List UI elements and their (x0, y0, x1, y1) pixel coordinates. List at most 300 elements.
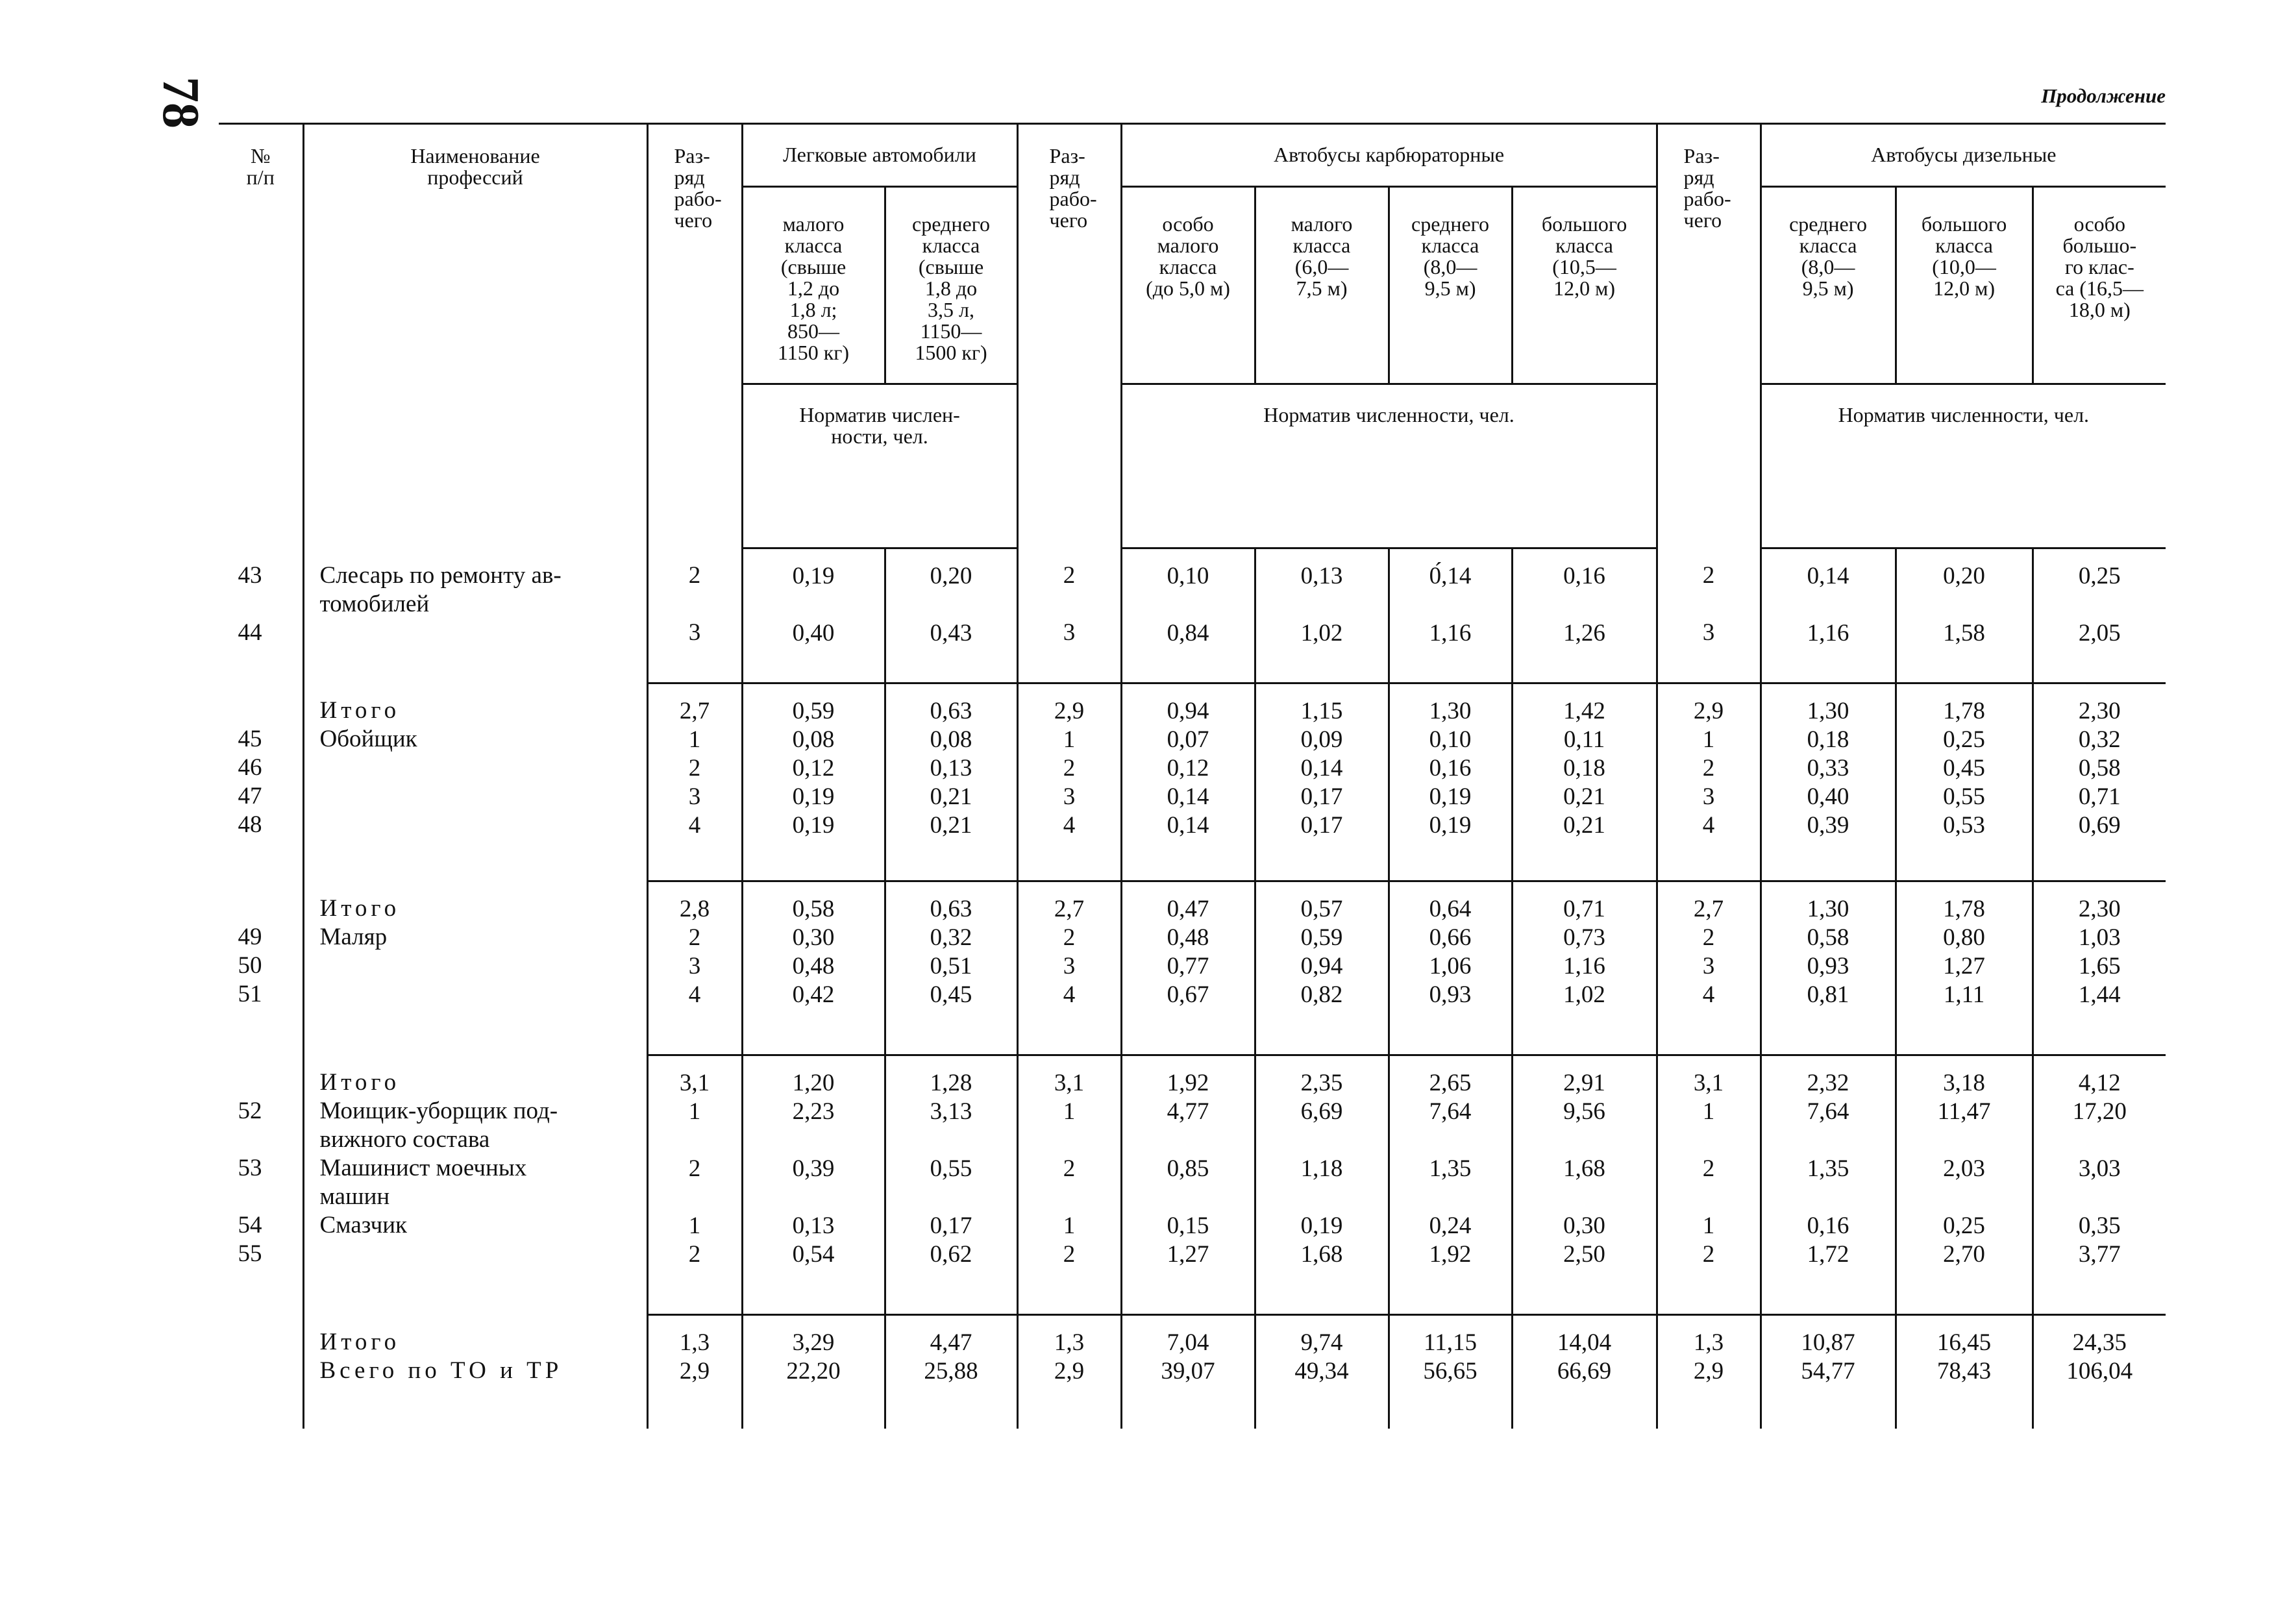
value-cell (1761, 1315, 1896, 1429)
value-cell (1121, 683, 1255, 881)
value: 2,9 (1054, 1358, 1085, 1384)
value-cell (1512, 1315, 1657, 1429)
value (649, 590, 741, 619)
value: 1,44 (2078, 981, 2121, 1008)
value: 1,30 (1807, 896, 1849, 922)
value: 4 (688, 981, 701, 1008)
header-diesel-group: Автобусы дизельные (1761, 124, 2166, 187)
header-carb-norm: Норматив численности, чел. (1121, 384, 1657, 548)
value (1762, 1183, 1895, 1212)
value: 2,35 (1300, 1070, 1343, 1096)
profession-cell (303, 1055, 647, 1315)
value: 0,82 (1300, 981, 1343, 1008)
value: 1,18 (1300, 1155, 1343, 1182)
value: 3,13 (930, 1098, 972, 1125)
value: 2 (1063, 1241, 1076, 1268)
value: 78,43 (1936, 1358, 1992, 1384)
value (649, 1183, 741, 1212)
header-carb-small: малого класса (6,0— 7,5 м) (1255, 187, 1389, 384)
value-cell (742, 881, 885, 1055)
value: 0,30 (792, 924, 835, 951)
header-diesel-extra-large: особо большо- го клас- са (16,5— 18,0 м) (2033, 187, 2166, 384)
value: 3 (688, 619, 701, 646)
value-cell (1512, 683, 1657, 881)
value: 0,20 (1943, 563, 1985, 589)
row-number: 49 (238, 923, 262, 950)
value: 0,55 (1943, 783, 1985, 810)
value: 2 (688, 924, 701, 951)
value: 0,14 (1807, 563, 1849, 589)
value: 0,08 (930, 726, 972, 753)
value-cell (1896, 683, 2033, 881)
value: 0,12 (1167, 755, 1209, 781)
value-cell (2033, 548, 2166, 683)
row-group (219, 1055, 2166, 1315)
value: 1,16 (1563, 953, 1605, 979)
value: 0,69 (2078, 812, 2121, 839)
value: 0,71 (1563, 896, 1605, 922)
value: 0,30 (1563, 1212, 1605, 1239)
value: 0,45 (1943, 755, 1985, 781)
profession-name (320, 619, 647, 647)
value: 0,48 (1167, 924, 1209, 951)
value: 0,13 (1300, 563, 1343, 589)
value: 0,40 (792, 620, 835, 646)
value: 0,55 (930, 1155, 972, 1182)
value: 0,57 (1300, 896, 1343, 922)
value: 4 (1702, 812, 1715, 839)
value: 0,17 (1300, 783, 1343, 810)
value: 1,11 (1943, 981, 1985, 1008)
value: 1,35 (1807, 1155, 1849, 1182)
value: 1,78 (1943, 896, 1985, 922)
row-number: 43 (238, 561, 262, 589)
value: 2 (1063, 561, 1076, 589)
value: 2,7 (1693, 896, 1724, 922)
value: 106,04 (2066, 1358, 2133, 1384)
value: 0,93 (1807, 953, 1849, 979)
value: 0,94 (1300, 953, 1343, 979)
header-diesel-norm: Норматив численности, чел. (1761, 384, 2166, 548)
value-cell (1017, 1315, 1121, 1429)
value-cell (647, 1055, 742, 1315)
value-cell (647, 1315, 742, 1429)
value (1256, 1126, 1388, 1155)
value: 7,64 (1807, 1098, 1849, 1125)
value-cell (1512, 548, 1657, 683)
value: 0,20 (930, 563, 972, 589)
value: 2,9 (1693, 1358, 1724, 1384)
profession-cell (303, 548, 647, 683)
value: 1,35 (1429, 1155, 1472, 1182)
value: 4 (688, 812, 701, 839)
value-cell (1121, 881, 1255, 1055)
row-number: 44 (238, 619, 262, 646)
row-number (219, 590, 262, 619)
header-carb-large: большого класса (10,5— 12,0 м) (1512, 187, 1657, 384)
header-no: № п/п (219, 124, 303, 548)
value (1256, 1183, 1388, 1212)
value: 0,10 (1167, 563, 1209, 589)
value (886, 1126, 1017, 1155)
value: 3,18 (1943, 1070, 1985, 1096)
value (1019, 590, 1120, 619)
value: 0,19 (792, 563, 835, 589)
value: 1 (1063, 726, 1076, 753)
value-cell (1389, 548, 1512, 683)
profession-name (320, 980, 647, 1009)
value: 3 (1063, 783, 1076, 810)
value: 3,03 (2078, 1155, 2121, 1182)
header-profession: Наименование профессий (303, 124, 647, 548)
profession-name (320, 754, 647, 782)
value: 11,47 (1937, 1098, 1991, 1125)
value (886, 591, 1017, 619)
profession-name: Маляр (319, 923, 388, 950)
value: 49,34 (1294, 1358, 1349, 1384)
value: 1 (1063, 1212, 1076, 1239)
value-cell (885, 548, 1017, 683)
value: 2,91 (1563, 1070, 1605, 1096)
value: 0,84 (1167, 620, 1209, 646)
value: 1,3 (1693, 1329, 1724, 1356)
header-cars-small: малого класса (свыше 1,2 до 1,8 л; 850— 1150 кг) (742, 187, 885, 384)
value (1256, 591, 1388, 619)
value: 0,66 (1429, 924, 1472, 951)
value: 1,03 (2078, 924, 2121, 951)
value-cell (647, 683, 742, 881)
value: 3 (688, 953, 701, 979)
value: 3 (1702, 619, 1715, 646)
value: 4 (1702, 981, 1715, 1008)
value: 1,16 (1807, 620, 1849, 646)
value: 2 (688, 561, 701, 589)
profession-name-continued: томобилей (319, 590, 430, 617)
value: 0,17 (1300, 812, 1343, 839)
value: 6,69 (1300, 1098, 1343, 1125)
value-cell (647, 548, 742, 683)
value: 1,58 (1943, 620, 1985, 646)
value (1762, 591, 1895, 619)
value-cell (742, 548, 885, 683)
value (1513, 591, 1656, 619)
value-cell (1657, 548, 1761, 683)
value: 3,77 (2078, 1241, 2121, 1268)
value: 2,03 (1943, 1155, 1985, 1182)
value: 3 (1702, 783, 1715, 810)
header-diesel-medium: среднего класса (8,0— 9,5 м) (1761, 187, 1896, 384)
row-number (219, 894, 262, 923)
value: 0,14 (1300, 755, 1343, 781)
total-label: Всего по ТО и ТР (319, 1357, 563, 1384)
value: 2 (688, 1241, 701, 1268)
row-number-cell (219, 683, 303, 881)
value: 1,92 (1429, 1241, 1472, 1268)
value: 2,7 (1054, 896, 1085, 922)
value: 1 (688, 1098, 701, 1125)
value: 1 (1702, 1098, 1715, 1125)
value: 14,04 (1557, 1329, 1612, 1356)
row-group (219, 683, 2166, 881)
value: 0,13 (930, 755, 972, 781)
row-number (219, 1328, 262, 1357)
value: 0,21 (1563, 812, 1605, 839)
profession-name (320, 952, 647, 980)
value: 16,45 (1936, 1329, 1992, 1356)
value: 56,65 (1423, 1358, 1477, 1384)
value (1390, 1183, 1511, 1212)
value: 0,47 (1167, 896, 1209, 922)
value: 0,51 (930, 953, 972, 979)
value (1019, 1126, 1120, 1155)
value-cell (885, 683, 1017, 881)
value: 25,88 (924, 1358, 978, 1384)
header-rank-diesel: Раз- ряд рабо- чего (1657, 124, 1761, 548)
value: 0,93 (1429, 981, 1472, 1008)
value: 4,77 (1167, 1098, 1209, 1125)
header-diesel-large: большого класса (10,0— 12,0 м) (1896, 187, 2033, 384)
value: 1,3 (679, 1329, 710, 1356)
staffing-norms-table (219, 123, 2166, 1429)
value-cell (1017, 1055, 1121, 1315)
value: 0,15 (1167, 1212, 1209, 1239)
value: 0,39 (1807, 812, 1849, 839)
value (1897, 1183, 2032, 1212)
value: 2,9 (679, 1358, 710, 1384)
row-number-cell (219, 1055, 303, 1315)
value-cell (742, 1055, 885, 1315)
value: 0,63 (930, 896, 972, 922)
value: 0,21 (930, 812, 972, 839)
header-cars-group: Легковые автомобили (742, 124, 1017, 187)
value: 0,35 (2078, 1212, 2121, 1239)
value: 9,74 (1300, 1329, 1343, 1356)
value: 1,42 (1563, 698, 1605, 724)
header-rank-carb: Раз- ряд рабо- чего (1017, 124, 1121, 548)
value: 66,69 (1557, 1358, 1612, 1384)
value: 0,67 (1167, 981, 1209, 1008)
value (886, 1183, 1017, 1212)
value: 1,72 (1807, 1241, 1849, 1268)
value (1897, 1126, 2032, 1155)
value (1513, 1126, 1656, 1155)
profession-name: Машинист моечных (319, 1154, 527, 1181)
value: 1,30 (1429, 698, 1472, 724)
row-number-cell (219, 881, 303, 1055)
value (2034, 1126, 2166, 1155)
value-cell (1017, 683, 1121, 881)
value: 0,62 (930, 1241, 972, 1268)
value: 2,70 (1943, 1241, 1985, 1268)
value-cell (1389, 881, 1512, 1055)
value-cell (1017, 548, 1121, 683)
value: 3,1 (1054, 1070, 1085, 1096)
value: 0,13 (792, 1212, 835, 1239)
value: 0,17 (930, 1212, 972, 1239)
value: 1,15 (1300, 698, 1343, 724)
value: 0,94 (1167, 698, 1209, 724)
row-group (219, 881, 2166, 1055)
value: 0,18 (1807, 726, 1849, 753)
value: 0,58 (1807, 924, 1849, 951)
value: 0́,14 (1429, 563, 1472, 589)
value: 1 (688, 1212, 701, 1239)
value: 0,19 (792, 783, 835, 810)
value: 2,50 (1563, 1241, 1605, 1268)
value: 1,02 (1300, 620, 1343, 646)
value: 1,30 (1807, 698, 1849, 724)
profession-cell (303, 683, 647, 881)
value: 0,16 (1429, 755, 1472, 781)
row-number (219, 1126, 262, 1154)
value: 3,29 (792, 1329, 835, 1356)
row-group (219, 548, 2166, 683)
value: 2,30 (2078, 896, 2121, 922)
value-cell (1896, 1315, 2033, 1429)
value: 3,1 (1693, 1070, 1724, 1096)
value-cell (1121, 548, 1255, 683)
row-number: 45 (238, 725, 262, 752)
total-label: Итого (319, 1068, 401, 1096)
value: 0,21 (1563, 783, 1605, 810)
value-cell (885, 1055, 1017, 1315)
value (743, 1183, 884, 1212)
value-cell (1896, 548, 2033, 683)
value: 0,18 (1563, 755, 1605, 781)
header-cars-norm: Норматив числен- ности, чел. (742, 384, 1017, 548)
value: 0,80 (1943, 924, 1985, 951)
value-cell (647, 881, 742, 1055)
value (1658, 590, 1760, 619)
value: 2,9 (1693, 698, 1724, 724)
value-cell (1761, 548, 1896, 683)
value: 22,20 (786, 1358, 841, 1384)
value: 1,92 (1167, 1070, 1209, 1096)
value: 2,65 (1429, 1070, 1472, 1096)
value: 0,45 (930, 981, 972, 1008)
value: 1,68 (1563, 1155, 1605, 1182)
value: 1,26 (1563, 620, 1605, 646)
value: 3 (688, 783, 701, 810)
value (743, 591, 884, 619)
value (2034, 1183, 2166, 1212)
value: 2,7 (679, 698, 710, 724)
value: 0,77 (1167, 953, 1209, 979)
value-cell (742, 1315, 885, 1429)
value: 0,11 (1563, 726, 1605, 753)
value: 0,59 (792, 698, 835, 724)
value: 11,15 (1424, 1329, 1477, 1356)
value-cell (1657, 1055, 1761, 1315)
value: 0,85 (1167, 1155, 1209, 1182)
value: 1,06 (1429, 953, 1472, 979)
value: 0,40 (1807, 783, 1849, 810)
value: 2,9 (1054, 698, 1085, 724)
value: 0,64 (1429, 896, 1472, 922)
value-cell (1512, 1055, 1657, 1315)
value: 3 (1063, 953, 1076, 979)
value-cell (885, 1315, 1017, 1429)
value-cell (1761, 881, 1896, 1055)
value: 2,8 (679, 896, 710, 922)
profession-name: Слесарь по ремонту ав- (319, 561, 562, 589)
value: 2,05 (2078, 620, 2121, 646)
total-label: Итого (319, 1328, 401, 1355)
total-label: Итого (319, 894, 401, 922)
value: 3 (1702, 953, 1715, 979)
value: 0,14 (1167, 783, 1209, 810)
value-cell (1121, 1055, 1255, 1315)
value-cell (1657, 683, 1761, 881)
value: 1,27 (1943, 953, 1985, 979)
value-cell (1121, 1315, 1255, 1429)
profession-name (320, 782, 647, 811)
value-cell (1255, 881, 1389, 1055)
profession-name: Смазчик (319, 1211, 408, 1238)
value: 7,64 (1429, 1098, 1472, 1125)
value (1762, 1126, 1895, 1155)
value: 1,20 (792, 1070, 835, 1096)
value: 0,58 (792, 896, 835, 922)
profession-cell (303, 881, 647, 1055)
row-number: 55 (238, 1240, 262, 1267)
value (1390, 591, 1511, 619)
header-cars-medium: среднего класса (свыше 1,8 до 3,5 л, 1150— 1500 кг) (885, 187, 1017, 384)
value: 17,20 (2072, 1098, 2127, 1125)
value: 54,77 (1801, 1358, 1855, 1384)
value: 0,24 (1429, 1212, 1472, 1239)
value (1122, 1126, 1254, 1155)
value (1390, 1126, 1511, 1155)
header-rank-cars: Раз- ряд рабо- чего (647, 124, 742, 548)
profession-name-continued: вижного состава (319, 1126, 490, 1153)
value: 0,08 (792, 726, 835, 753)
value: 1,65 (2078, 953, 2121, 979)
value: 2 (1063, 1155, 1076, 1182)
value: 3 (1063, 619, 1076, 646)
value-cell (1761, 683, 1896, 881)
value: 0,53 (1943, 812, 1985, 839)
value: 2 (1702, 1155, 1715, 1182)
value: 0,25 (1943, 726, 1985, 753)
value: 0,21 (930, 783, 972, 810)
value: 0,39 (792, 1155, 835, 1182)
row-number: 48 (238, 811, 262, 838)
value-cell (1255, 683, 1389, 881)
value: 2 (688, 1155, 701, 1182)
value: 0,43 (930, 620, 972, 646)
value-cell (1896, 881, 2033, 1055)
value: 4,12 (2078, 1070, 2121, 1096)
value (649, 1126, 741, 1155)
value: 39,07 (1161, 1358, 1215, 1384)
value: 0,19 (1429, 783, 1472, 810)
value: 2 (688, 755, 701, 781)
value-cell (1761, 1055, 1896, 1315)
value: 1,16 (1429, 620, 1472, 646)
value: 2 (1063, 755, 1076, 781)
value: 0,14 (1167, 812, 1209, 839)
value: 1,68 (1300, 1241, 1343, 1268)
value: 1,02 (1563, 981, 1605, 1008)
value-cell (1255, 1055, 1389, 1315)
value-cell (1389, 683, 1512, 881)
value: 1 (1702, 726, 1715, 753)
value-cell (1657, 1315, 1761, 1429)
header-carb-group: Автобусы карбюраторные (1121, 124, 1657, 187)
value-cell (2033, 1315, 2166, 1429)
profession-name-continued: машин (319, 1183, 390, 1210)
